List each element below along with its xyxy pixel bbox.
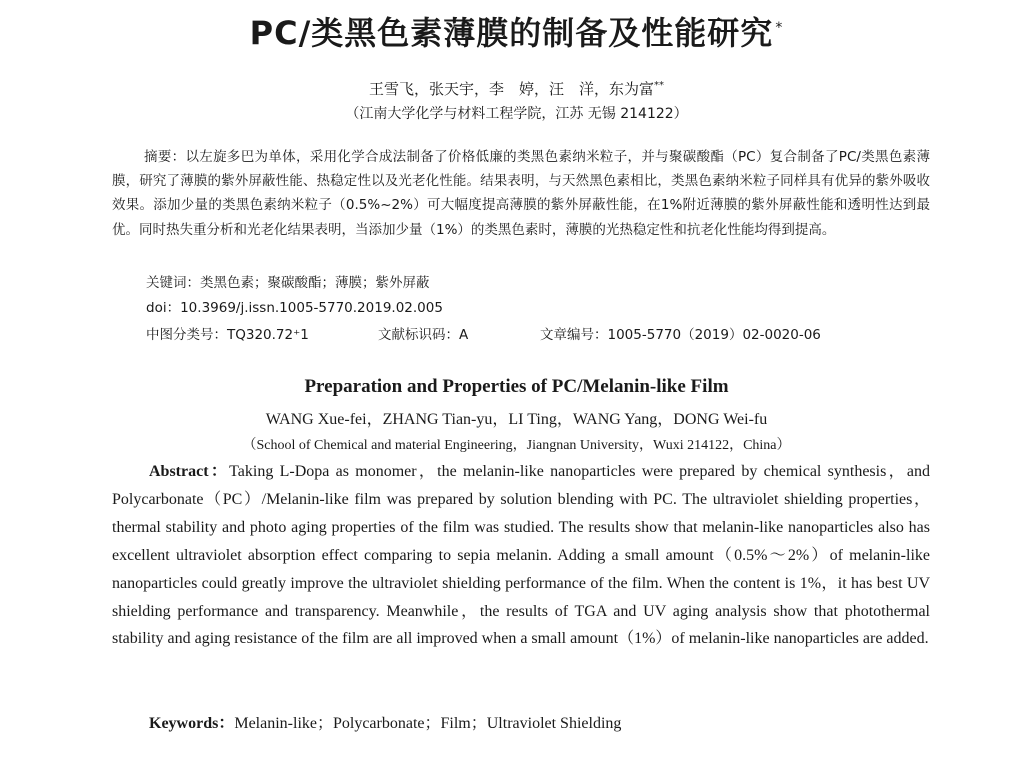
english-authors: WANG Xue-fei，ZHANG Tian-yu，LI Ting，WANG Yang，DONG Wei-fu — [265, 411, 768, 428]
chinese-abstract: 摘要：以左旋多巴为单体，采用化学合成法制备了价格低廉的类黑色素纳米粒子，并与聚碳酸酯（PC）复合制备了PC/类黑色素薄膜，研究了薄膜的紫外屏蔽性能、热稳定性以及光老化性能。结果表明，与天然黑色素相比，类黑色素纳米粒子同样具有优异的紫外吸收效果。添加少量的类黑色素纳米粒子（0.5%~2%）可大幅度提高薄膜的紫外屏蔽性能，在1%附近薄膜的紫外屏蔽性能和透明性达到最优。同时热失重分析和光老化结果表明，当添加少量（1%）的类黑色素时，薄膜的光热稳定性和抗老化性能均得到提高。 — [112, 149, 930, 238]
doi-line — [146, 296, 443, 316]
english-affiliation: （School of Chemical and material Engineering，Jiangnan University，Wuxi 214122，China） — [242, 438, 791, 453]
corresponding-author-mark: ** — [654, 80, 664, 91]
chinese-authors — [0, 78, 1033, 99]
clc-number: 中图分类号：TQ320.72⁺1 — [146, 327, 309, 343]
title-footnote-mark: * — [775, 20, 784, 37]
article-number: 文章编号：1005-5770（2019）02-0020-06 — [540, 327, 821, 343]
english-title: Preparation and Properties of PC/Melanin-like Film — [304, 376, 729, 397]
english-abstract-text: Taking L-Dopa as monomer，the melanin-like nanoparticles were prepared by chemical synthesis，and Polycarbonate（PC）/Melanin-like film was prepared by solution blending with PC. The ultraviolet shielding properties，thermal stability and photo aging properties of the film was studied. The results show that melanin-like nanoparticles also has excellent ultraviolet absorption effect comparing to sepia melanin. Adding a small amount（0.5%～2%）of melanin-like nanoparticles could greatly improve the ultraviolet shielding performance of the film. When the content is 1%，it has best UV shielding performance and transparency. Meanwhile，the results of TGA and UV aging analysis show that photothermal stability and aging resistance of the film are all improved when a small amount（1%）of melanin-like nanoparticles are added. — [112, 463, 931, 648]
classification-line — [146, 323, 946, 343]
doi-label: doi： — [146, 300, 181, 316]
document-code: 文献标识码：A — [378, 327, 469, 343]
chinese-authors-text: 王雪飞，张天宇，李 婷，汪 洋，东为富 — [368, 80, 654, 98]
chinese-title — [0, 8, 1033, 54]
keywords-label: Keywords： — [149, 715, 235, 732]
english-abstract — [112, 458, 930, 653]
chinese-title-text: PC/类黑色素薄膜的制备及性能研究 — [249, 14, 774, 52]
chinese-affiliation: （江南大学化学与材料工程学院，江苏 无锡 214122） — [345, 106, 688, 122]
abstract-label: Abstract： — [149, 463, 230, 480]
english-keywords-text: Melanin-like；Polycarbonate；Film；Ultraviolet Shielding — [234, 715, 622, 732]
doi-value[interactable]: 10.3969/j.issn.1005-5770.2019.02.005 — [180, 300, 443, 316]
english-keywords — [149, 710, 621, 733]
chinese-keywords: 关键词：类黑色素；聚碳酸酯；薄膜；紫外屏蔽 — [146, 275, 430, 291]
